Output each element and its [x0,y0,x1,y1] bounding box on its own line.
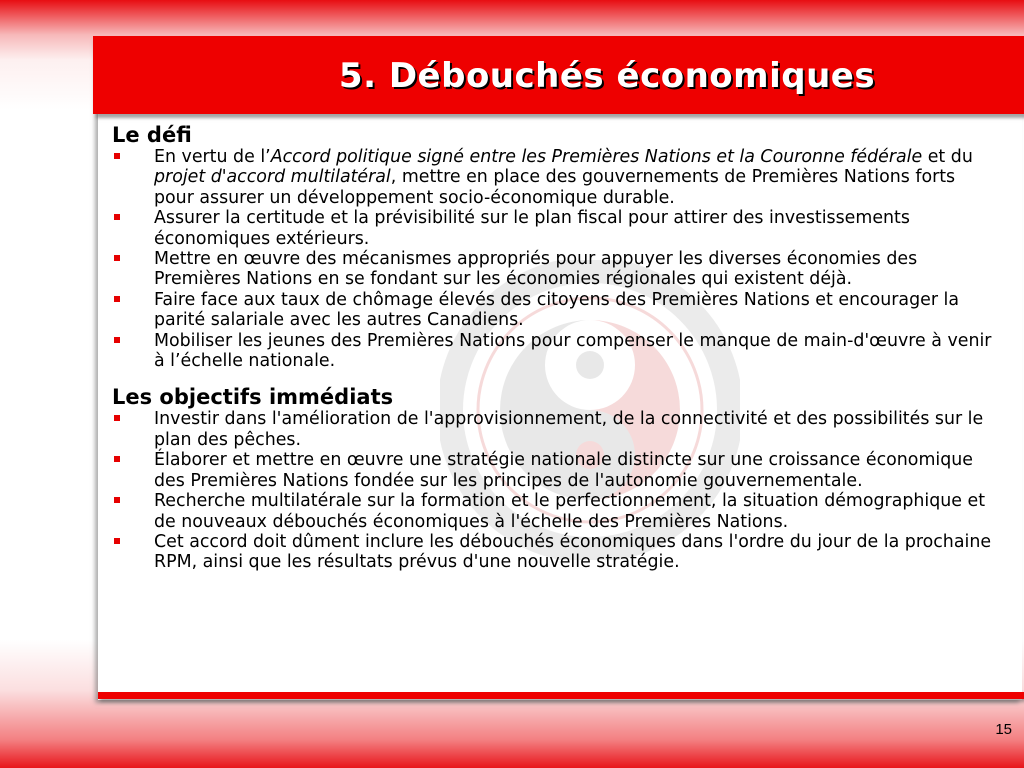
bullet-list [112,147,997,371]
list-item [112,409,997,450]
list-item [112,147,997,208]
list-item [112,249,997,290]
item-text: Faire face aux taux de chômage élevés des citoyens des Premières Nations et encourager la parité salariale avec les autres Canadiens. [154,289,959,331]
item-text: , mettre en place des gouvernements de Premières Nations forts pour assurer un développement socio-économique durable. [154,167,956,208]
italic-text: Accord politique signé entre les Premières Nations et la Couronne fédérale [270,147,923,167]
list-item [112,208,997,249]
slide-title: 5. Débouchés économiques [338,56,876,96]
item-text: En vertu de l’ [154,147,271,167]
section-heading: Les objectifs immédiats [112,385,394,410]
square-bullet-icon [114,456,120,462]
item-text: Cet accord doit dûment inclure les débouchés économiques dans l'ordre du jour de la prochaine RPM, ainsi que les résultats prévus d'une nouvelle stratégie. [154,531,992,573]
page-number: 15 [995,721,1012,738]
list-item [112,450,997,491]
list-item [112,290,997,331]
list-item [112,532,997,573]
item-text: Assurer la certitude et la prévisibilité sur le plan fiscal pour attirer des investissements économiques extérieurs. [154,208,910,249]
square-bullet-icon [114,415,120,421]
slide-content [112,123,997,573]
item-text: et du [922,147,973,167]
square-bullet-icon [114,255,120,261]
item-text: Mettre en œuvre des mécanismes appropriés pour appuyer les diverses économies des Premières Nations en se fondant sur les économies régionales qui existent déjà. [154,249,918,290]
item-text: Mobiliser les jeunes des Premières Nations pour compenser le manque de main-d'œuvre à venir à l’échelle nationale. [154,330,992,372]
square-bullet-icon [114,296,120,302]
bullet-list [112,409,997,572]
list-item [112,491,997,532]
square-bullet-icon [114,337,120,343]
square-bullet-icon [114,153,120,159]
italic-text: projet d'accord multilatéral [154,167,391,188]
square-bullet-icon [114,497,120,503]
square-bullet-icon [114,214,120,220]
bottom-bar [98,692,1024,699]
item-text: Élaborer et mettre en œuvre une stratégie nationale distincte sur une croissance économique des Premières Nations fondée sur les principes de l'autonomie gouvernementale. [154,450,973,491]
section-heading: Le défi [112,123,192,147]
item-text: Recherche multilatérale sur la formation et le perfectionnement, la situation démographique et de nouveaux débouchés économiques à l'échelle des Premières Nations. [154,491,986,532]
list-item [112,331,997,372]
item-text: Investir dans l'amélioration de l'approvisionnement, de la connectivité et des possibilités sur le plan des pêches. [154,409,984,450]
square-bullet-icon [114,538,120,544]
